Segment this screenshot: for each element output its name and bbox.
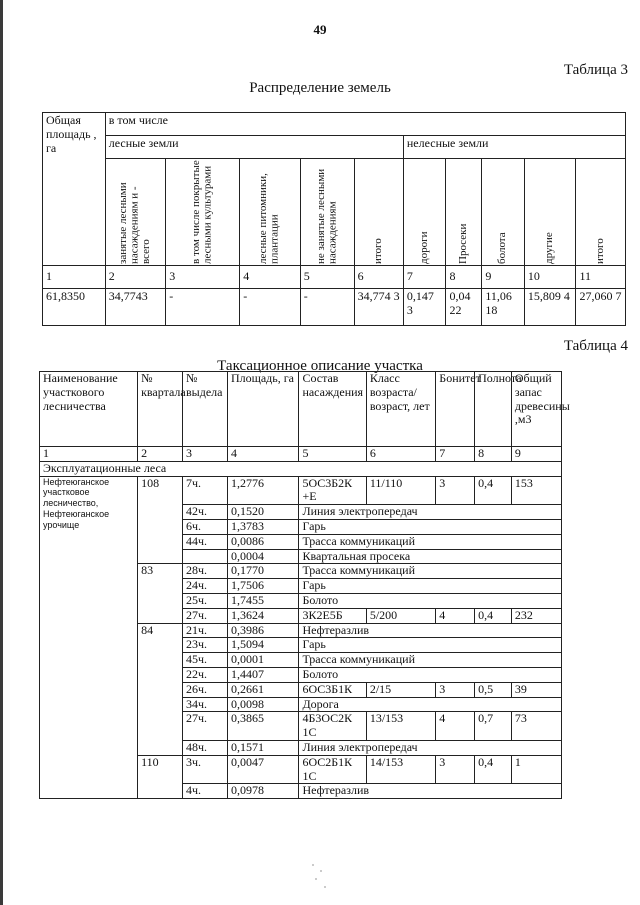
area-value: 0,0047	[227, 755, 299, 784]
allotment-number: 7ч.	[183, 476, 228, 505]
column-header: итого	[354, 159, 403, 266]
land-note: Гарь	[299, 638, 562, 653]
volume: 39	[511, 682, 561, 697]
page-number: 49	[313, 22, 327, 37]
header-row	[40, 372, 562, 447]
column-number: 9	[511, 447, 561, 462]
age-class: 2/15	[366, 682, 435, 697]
column-header: Класс возраста/ возраст, лет	[366, 372, 435, 447]
column-number: 8	[475, 447, 512, 462]
area-value: 1,5094	[227, 638, 299, 653]
land-note: Линия электропередач	[299, 740, 562, 755]
allotment-number: 21ч.	[183, 623, 228, 638]
allotment-number: 42ч.	[183, 505, 228, 520]
land-note: Трасса коммуникаций	[299, 564, 562, 579]
table4-caption: Таблица 4	[563, 338, 628, 354]
bonitet: 3	[436, 476, 475, 505]
area-value: 0,3865	[227, 712, 299, 741]
land-note: Болото	[299, 593, 562, 608]
column-header: дороги	[403, 159, 446, 266]
section-heading: Эксплуатационные леса	[40, 461, 562, 476]
column-number: 1	[40, 447, 138, 462]
composition: 6ОС3Б1К	[299, 682, 366, 697]
allotment-number: 22ч.	[183, 667, 228, 682]
allotment-number: 45ч.	[183, 653, 228, 668]
in-total-header: в том числе	[105, 113, 625, 136]
area-value: 1,2776	[227, 476, 299, 505]
column-number: 1	[43, 266, 106, 289]
allotment-number: 26ч.	[183, 682, 228, 697]
column-number-row	[43, 266, 626, 289]
land-note: Линия электропередач	[299, 505, 562, 520]
table-row	[40, 476, 562, 505]
column-number: 5	[299, 447, 366, 462]
column-header: болота	[482, 159, 525, 266]
allotment-number: 44ч.	[183, 534, 228, 549]
value-cell: 61,8350	[43, 289, 106, 326]
allotment-number: 4ч.	[183, 784, 228, 799]
column-header: Бонитет	[436, 372, 475, 447]
area-value: 1,3624	[227, 608, 299, 623]
column-number: 10	[524, 266, 576, 289]
quarter-number: 83	[138, 564, 183, 623]
composition: 6ОС2Б1К 1С	[299, 755, 366, 784]
area-value: 0,1571	[227, 740, 299, 755]
bonitet: 4	[436, 712, 475, 741]
allotment-number: 28ч.	[183, 564, 228, 579]
area-value: 0,1520	[227, 505, 299, 520]
density: 0,4	[475, 476, 512, 505]
area-value: 0,0086	[227, 534, 299, 549]
column-number: 2	[138, 447, 183, 462]
total-area-header: Общая площадь , га	[43, 113, 106, 266]
value-cell: 0,04 22	[446, 289, 482, 326]
value-cell: 34,774 3	[354, 289, 403, 326]
column-header: № выдела	[183, 372, 228, 447]
column-header: Наименование участкового лесничества	[40, 372, 138, 447]
column-header: лесные питомники, плантации	[240, 159, 301, 266]
column-number: 6	[354, 266, 403, 289]
land-note: Болото	[299, 667, 562, 682]
land-note: Гарь	[299, 579, 562, 594]
nonforest-lands-header: нелесные земли	[403, 136, 625, 159]
column-header: Площадь, га	[227, 372, 299, 447]
volume: 73	[511, 712, 561, 741]
scan-speckles	[310, 862, 330, 892]
forestry-name: Нефтеюганское участковое лесничество, Нефтеюганское урочище	[40, 476, 138, 564]
table3-caption: Таблица 3	[563, 62, 628, 78]
column-header: не занятые лесными насаждениям	[300, 159, 354, 266]
value-cell: 11,06 18	[482, 289, 525, 326]
composition: 4Б3ОС2К 1С	[299, 712, 366, 741]
allotment-number	[183, 549, 228, 564]
area-value: 0,0098	[227, 697, 299, 712]
value-cell: 34,7743	[105, 289, 166, 326]
land-note: Квартальная просека	[299, 549, 562, 564]
density: 0,7	[475, 712, 512, 741]
allotment-number: 27ч.	[183, 712, 228, 741]
table-row	[40, 623, 562, 638]
column-header: итого	[576, 159, 626, 266]
area-value: 0,2661	[227, 682, 299, 697]
quarter-number: 110	[138, 755, 183, 798]
forestry-cell	[40, 755, 138, 798]
column-header: Состав насаждения	[299, 372, 366, 447]
composition: 3К2Е5Б	[299, 608, 366, 623]
land-note: Трасса коммуникаций	[299, 653, 562, 668]
column-number-row	[40, 447, 562, 462]
allotment-number: 27ч.	[183, 608, 228, 623]
allotment-number: 34ч.	[183, 697, 228, 712]
value-cell: -	[300, 289, 354, 326]
land-note: Дорога	[299, 697, 562, 712]
land-note: Нефтеразлив	[299, 623, 562, 638]
table-row	[40, 564, 562, 579]
volume: 232	[511, 608, 561, 623]
density: 0,4	[475, 608, 512, 623]
column-number: 3	[166, 266, 240, 289]
area-value: 0,0001	[227, 653, 299, 668]
taxation-table	[39, 371, 570, 799]
density: 0,4	[475, 755, 512, 784]
value-cell: 27,060 7	[576, 289, 626, 326]
column-number: 7	[436, 447, 475, 462]
age-class: 13/153	[366, 712, 435, 741]
volume: 153	[511, 476, 561, 505]
area-value: 1,7506	[227, 579, 299, 594]
bonitet: 3	[436, 755, 475, 784]
column-header: № квартала	[138, 372, 183, 447]
forestry-cell	[40, 564, 138, 623]
forestry-cell	[40, 623, 138, 755]
value-cell: 15,809 4	[524, 289, 576, 326]
column-number: 3	[183, 447, 228, 462]
area-value: 0,3986	[227, 623, 299, 638]
land-note: Нефтеразлив	[299, 784, 562, 799]
column-header: Общий запас древесины ,м3	[511, 372, 561, 447]
area-value: 0,0978	[227, 784, 299, 799]
column-number: 8	[446, 266, 482, 289]
allotment-number: 24ч.	[183, 579, 228, 594]
age-class: 11/110	[366, 476, 435, 505]
bonitet: 4	[436, 608, 475, 623]
value-cell: -	[166, 289, 240, 326]
allotment-number: 25ч.	[183, 593, 228, 608]
forest-lands-header: лесные земли	[105, 136, 403, 159]
allotment-number: 48ч.	[183, 740, 228, 755]
column-header: Просеки	[446, 159, 482, 266]
column-header: занятые лесными насаждениям и - всего	[105, 159, 166, 266]
area-value: 0,1770	[227, 564, 299, 579]
column-number: 4	[227, 447, 299, 462]
allotment-number: 23ч.	[183, 638, 228, 653]
quarter-number: 108	[138, 476, 183, 564]
area-value: 1,3783	[227, 519, 299, 534]
land-note: Трасса коммуникаций	[299, 534, 562, 549]
land-distribution-table	[42, 112, 626, 326]
age-class: 5/200	[366, 608, 435, 623]
bonitet: 3	[436, 682, 475, 697]
value-row	[43, 289, 626, 326]
area-value: 1,7455	[227, 593, 299, 608]
density: 0,5	[475, 682, 512, 697]
column-number: 6	[366, 447, 435, 462]
column-number: 5	[300, 266, 354, 289]
column-number: 11	[576, 266, 626, 289]
quarter-number: 84	[138, 623, 183, 755]
column-header: Полнота	[475, 372, 512, 447]
column-header: в том числе покрытые лесными культурами	[166, 159, 240, 266]
value-cell: 0,147 3	[403, 289, 446, 326]
composition: 5ОС3Б2К +Е	[299, 476, 366, 505]
land-note: Гарь	[299, 519, 562, 534]
table3-title: Распределение земель	[249, 80, 391, 96]
page-edge	[0, 0, 3, 905]
column-number: 9	[482, 266, 525, 289]
area-value: 1,4407	[227, 667, 299, 682]
column-number: 7	[403, 266, 446, 289]
column-number: 4	[240, 266, 301, 289]
value-cell: -	[240, 289, 301, 326]
table4-title: Таксационное описание участка	[217, 358, 423, 374]
age-class: 14/153	[366, 755, 435, 784]
column-number: 2	[105, 266, 166, 289]
allotment-number: 3ч.	[183, 755, 228, 784]
area-value: 0,0004	[227, 549, 299, 564]
column-header: другие	[524, 159, 576, 266]
volume: 1	[511, 755, 561, 784]
allotment-number: 6ч.	[183, 519, 228, 534]
